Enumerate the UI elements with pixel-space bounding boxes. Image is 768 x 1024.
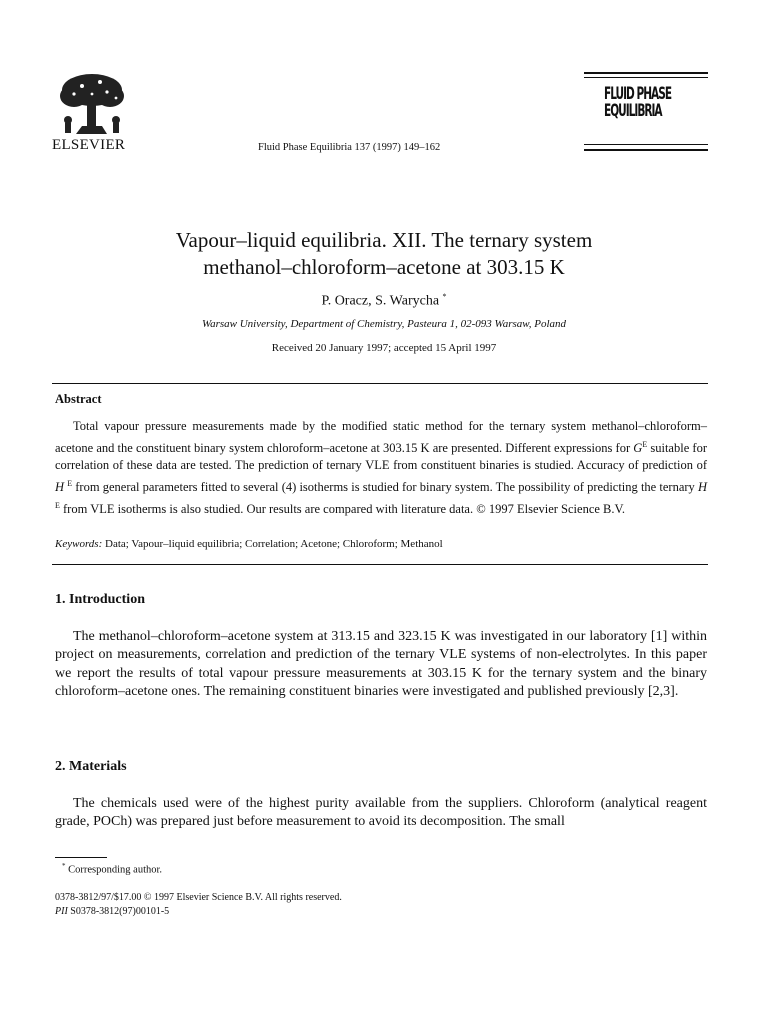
journal-citation: Fluid Phase Equilibria 137 (1997) 149–162 bbox=[258, 142, 441, 153]
received-dates: Received 20 January 1997; accepted 15 April 1997 bbox=[271, 342, 497, 354]
sup-e: E bbox=[67, 478, 73, 488]
abstract-seg4: from VLE isotherms is also studied. Our results are compared with literature data. © 1997 Elsevier Science B.V. bbox=[59, 501, 626, 516]
keywords bbox=[55, 538, 707, 550]
journal-brand-line2: EQUILIBRIA bbox=[604, 101, 662, 121]
footnote-text: Corresponding author. bbox=[68, 864, 163, 876]
brand-rule-bottom bbox=[584, 149, 708, 151]
section-heading-materials: 2. Materials bbox=[55, 759, 127, 774]
abstract-seg2: suitable for correlation of these data are tested. The prediction of ternary VLE from constituent binaries is studied. Accuracy of prediction of bbox=[55, 440, 707, 473]
abstract-seg3: from general parameters fitted to several (4) isotherms is studied for binary system. The possibility of predicting the ternary bbox=[72, 480, 698, 495]
keywords-text: Data; Vapour–liquid equilibria; Correlation; Acetone; Chloroform; Methanol bbox=[105, 538, 443, 550]
elsevier-tree-logo-icon bbox=[52, 70, 130, 136]
section-heading-introduction: 1. Introduction bbox=[55, 592, 145, 607]
abstract-text bbox=[55, 418, 707, 518]
section-text-introduction: The methanol–chloroform–acetone system at 313.15 and 323.15 K was investigated in our laboratory [1] within project on measurements, correlation and prediction of the ternary VLE systems of non-electrolytes. In this paper we report the results of total vapour pressure measurements at 303.15 K for the ternary system and the binary chloroform–acetone ones. The remaining constituent binaries were investigated and published previously [2,3]. bbox=[55, 629, 707, 700]
keywords-label: Keywords: bbox=[55, 538, 103, 550]
footnote-mark: * bbox=[62, 862, 66, 870]
sup-e: E bbox=[55, 500, 60, 510]
copyright-line: 0378-3812/97/$17.00 © 1997 Elsevier Science B.V. All rights reserved. bbox=[55, 892, 342, 903]
abstract-rule-top bbox=[52, 383, 708, 384]
section-text-materials: The chemicals used were of the highest purity available from the suppliers. Chloroform (analytical reagent grade, POCh) was prepared just before measurement to avoid its decomposition. The small bbox=[55, 796, 707, 830]
pii-value: S0378-3812(97)00101-5 bbox=[70, 906, 170, 917]
affiliation: Warsaw University, Department of Chemistry, Pasteura 1, 02-093 Warsaw, Poland bbox=[201, 318, 567, 330]
brand-rule-top-thin bbox=[584, 77, 708, 78]
abstract-rule-bottom bbox=[52, 564, 708, 565]
author-names: P. Oracz, S. Warycha bbox=[321, 293, 440, 309]
sup-e: E bbox=[642, 439, 648, 449]
authors bbox=[0, 292, 768, 310]
pii-label: PII bbox=[55, 906, 68, 917]
abstract-seg1: Total vapour pressure measurements made by the modified static method for the ternary system methanol–chloroform–acetone and the constituent binary system chloroform–acetone at 303.15 K are presented. Different expressions for bbox=[55, 419, 707, 455]
article-title-line2: methanol–chloroform–acetone at 303.15 K bbox=[203, 255, 565, 279]
var-h: H bbox=[697, 480, 707, 495]
footnote-rule bbox=[55, 857, 107, 858]
article-title-line1: Vapour–liquid equilibria. XII. The ternary system bbox=[175, 228, 593, 252]
corresponding-author-mark: * bbox=[442, 292, 447, 301]
brand-rule-bottom-thin bbox=[584, 144, 708, 145]
publisher-name: ELSEVIER bbox=[52, 137, 126, 153]
brand-rule-top bbox=[584, 72, 708, 74]
footnote bbox=[62, 862, 162, 876]
var-g: G bbox=[633, 440, 643, 455]
var-h: H bbox=[55, 480, 65, 495]
journal-brand-line1: FLUID PHASE bbox=[604, 84, 672, 104]
pii-line bbox=[55, 906, 169, 917]
abstract-heading: Abstract bbox=[55, 392, 102, 406]
journal-brand bbox=[604, 84, 672, 121]
